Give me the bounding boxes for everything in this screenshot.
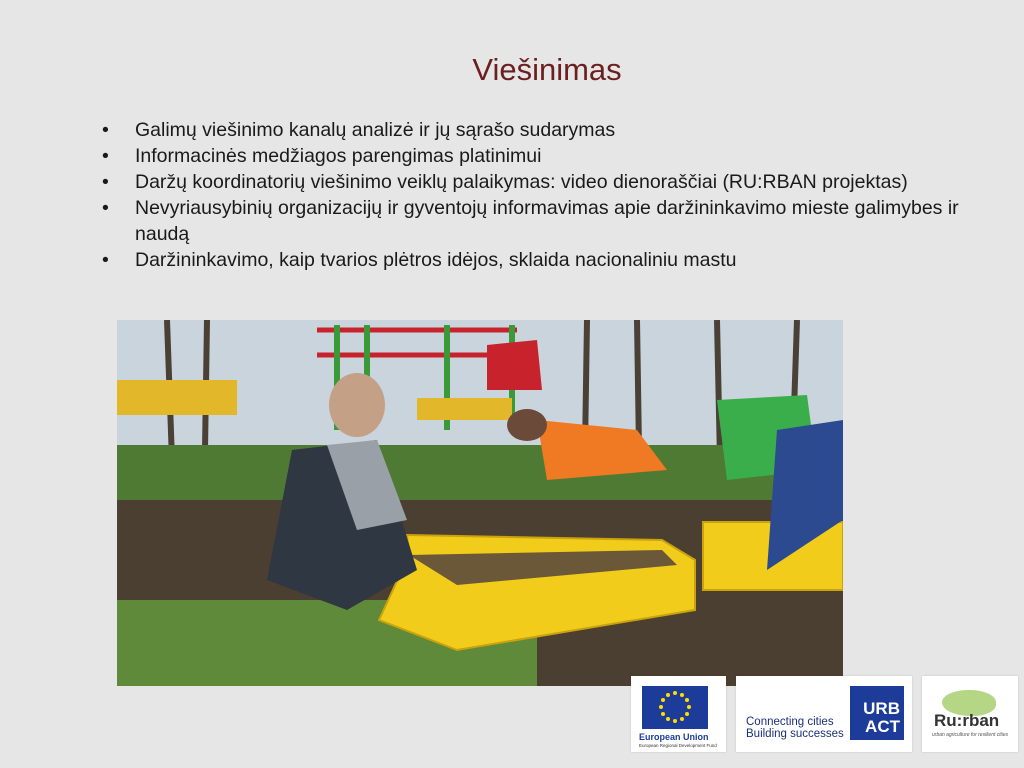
urbact-slogan-line1: Connecting cities <box>746 716 834 728</box>
eu-logo <box>631 676 726 752</box>
bullet-list <box>100 117 980 273</box>
urbact-slogan-line2: Building successes <box>746 728 844 740</box>
urbact-logo <box>736 676 912 752</box>
bullet-item: • Informacinės medžiagos parengimas platinimui <box>100 143 980 169</box>
rurban-tagline: urban agriculture for resilient cities <box>932 732 1009 738</box>
rurban-name: Ru:rban <box>934 711 1000 730</box>
rurban-logo <box>922 676 1018 752</box>
bullet-item: • Daržininkavimo, kaip tvarios plėtros idėjos, sklaida nacionaliniu mastu <box>100 247 980 273</box>
bullet-item: • Nevyriausybinių organizacijų ir gyventojų informavimas apie daržininkavimo mieste galimybes ir naudą <box>100 195 980 247</box>
bullet-item: • Galimų viešinimo kanalų analizė ir jų sąrašo sudarymas <box>100 117 980 143</box>
urbact-mark-line1: URB <box>863 699 900 718</box>
urbact-slogan <box>746 716 844 740</box>
bullet-item: • Daržų koordinatorių viešinimo veiklų palaikymas: video dienoraščiai (RU:RBAN projektas) <box>100 169 980 195</box>
eu-flag-icon <box>642 686 708 729</box>
urbact-mark-line2: ACT <box>865 717 900 736</box>
urbact-mark <box>850 686 904 740</box>
eu-subtitle: European Regional Development Fund <box>639 743 717 748</box>
eu-name: European Union <box>639 732 709 742</box>
garden-photo <box>117 320 843 686</box>
slide-title: Viešinimas <box>472 52 622 87</box>
